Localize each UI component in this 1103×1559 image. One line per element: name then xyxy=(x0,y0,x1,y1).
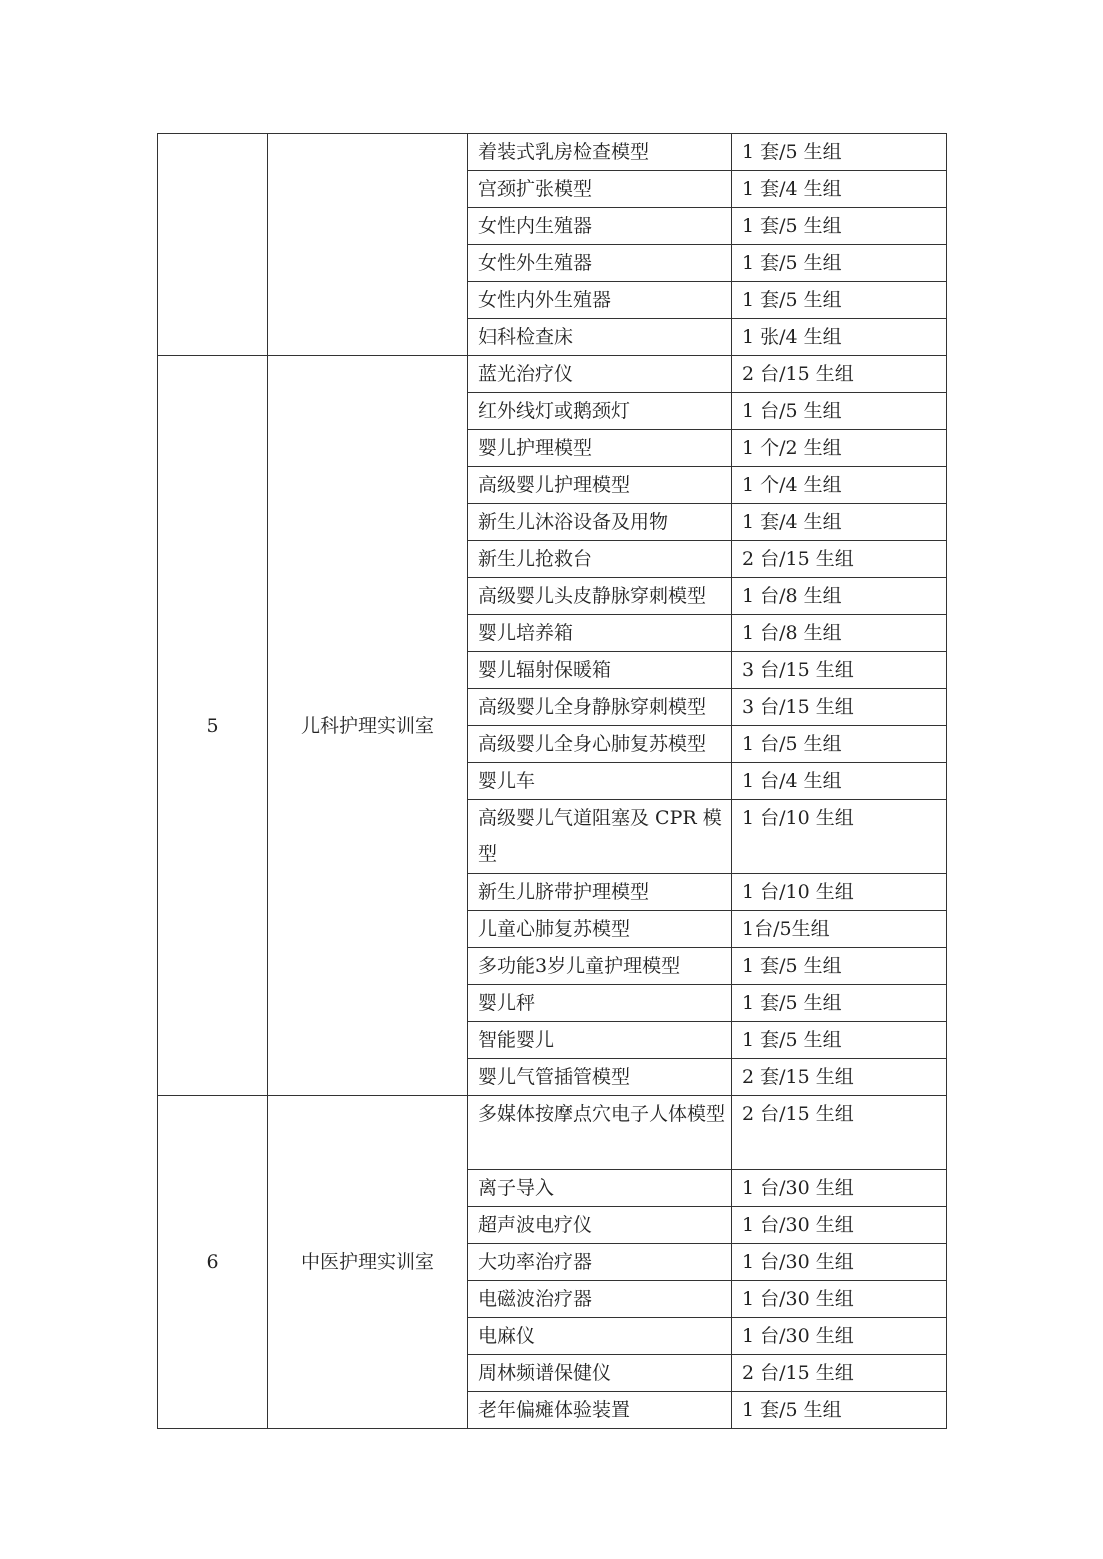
equipment-name-cell: 智能婴儿 xyxy=(468,1022,732,1059)
room-number-cell xyxy=(158,134,268,356)
equipment-name-cell: 儿童心肺复苏模型 xyxy=(468,911,732,948)
equipment-quantity-cell: 1台/5生组 xyxy=(732,911,947,948)
equipment-quantity-cell: 1 台/30 生组 xyxy=(732,1170,947,1207)
equipment-name-cell: 新生儿抢救台 xyxy=(468,541,732,578)
equipment-name-cell: 周林频谱保健仪 xyxy=(468,1355,732,1392)
room-name-cell xyxy=(268,134,468,356)
equipment-quantity-cell: 3 台/15 生组 xyxy=(732,689,947,726)
equipment-quantity-cell: 3 台/15 生组 xyxy=(732,652,947,689)
equipment-quantity-cell: 1 张/4 生组 xyxy=(732,319,947,356)
equipment-quantity-cell: 1 台/10 生组 xyxy=(732,874,947,911)
equipment-quantity-cell: 1 个/2 生组 xyxy=(732,430,947,467)
equipment-quantity-cell: 1 个/4 生组 xyxy=(732,467,947,504)
equipment-name-cell: 新生儿沐浴设备及用物 xyxy=(468,504,732,541)
equipment-quantity-cell: 2 套/15 生组 xyxy=(732,1059,947,1096)
equipment-name-cell: 高级婴儿全身静脉穿刺模型 xyxy=(468,689,732,726)
equipment-name-cell: 蓝光治疗仪 xyxy=(468,356,732,393)
equipment-quantity-cell: 1 台/4 生组 xyxy=(732,763,947,800)
equipment-quantity-cell: 1 台/30 生组 xyxy=(732,1207,947,1244)
equipment-name-cell: 婴儿秤 xyxy=(468,985,732,1022)
equipment-quantity-cell: 1 套/4 生组 xyxy=(732,171,947,208)
equipment-name-cell: 电磁波治疗器 xyxy=(468,1281,732,1318)
equipment-name-cell: 电麻仪 xyxy=(468,1318,732,1355)
equipment-name-cell: 妇科检查床 xyxy=(468,319,732,356)
equipment-quantity-cell: 1 台/8 生组 xyxy=(732,615,947,652)
equipment-quantity-cell: 1 套/5 生组 xyxy=(732,134,947,171)
equipment-quantity-cell: 1 套/5 生组 xyxy=(732,1392,947,1429)
equipment-quantity-cell: 1 套/5 生组 xyxy=(732,245,947,282)
equipment-name-cell: 婴儿气管插管模型 xyxy=(468,1059,732,1096)
room-number-cell: 6 xyxy=(158,1096,268,1429)
room-name-cell: 中医护理实训室 xyxy=(268,1096,468,1429)
equipment-name-cell: 高级婴儿护理模型 xyxy=(468,467,732,504)
equipment-name-cell: 大功率治疗器 xyxy=(468,1244,732,1281)
equipment-name-cell: 婴儿车 xyxy=(468,763,732,800)
equipment-name-cell: 宫颈扩张模型 xyxy=(468,171,732,208)
table-row xyxy=(158,134,947,171)
table-row xyxy=(158,356,947,393)
equipment-name-cell: 多功能3岁儿童护理模型 xyxy=(468,948,732,985)
equipment-name-cell: 婴儿培养箱 xyxy=(468,615,732,652)
equipment-quantity-cell: 1 套/5 生组 xyxy=(732,208,947,245)
equipment-quantity-cell: 1 套/5 生组 xyxy=(732,282,947,319)
table-row xyxy=(158,1096,947,1170)
equipment-name-cell: 新生儿脐带护理模型 xyxy=(468,874,732,911)
equipment-quantity-cell: 1 台/30 生组 xyxy=(732,1281,947,1318)
equipment-table xyxy=(157,133,947,1429)
equipment-quantity-cell: 1 套/4 生组 xyxy=(732,504,947,541)
equipment-name-cell: 高级婴儿全身心肺复苏模型 xyxy=(468,726,732,763)
equipment-name-cell: 超声波电疗仪 xyxy=(468,1207,732,1244)
equipment-quantity-cell: 1 台/5 生组 xyxy=(732,393,947,430)
equipment-name-cell: 女性内外生殖器 xyxy=(468,282,732,319)
equipment-name-cell: 高级婴儿气道阻塞及 CPR 模型 xyxy=(468,800,732,874)
equipment-quantity-cell: 2 台/15 生组 xyxy=(732,356,947,393)
equipment-name-cell: 老年偏瘫体验装置 xyxy=(468,1392,732,1429)
equipment-quantity-cell: 1 台/10 生组 xyxy=(732,800,947,874)
equipment-name-cell: 婴儿护理模型 xyxy=(468,430,732,467)
equipment-table-body xyxy=(158,134,947,1429)
equipment-name-cell: 高级婴儿头皮静脉穿刺模型 xyxy=(468,578,732,615)
equipment-name-cell: 婴儿辐射保暖箱 xyxy=(468,652,732,689)
equipment-quantity-cell: 1 台/5 生组 xyxy=(732,726,947,763)
equipment-quantity-cell: 1 台/30 生组 xyxy=(732,1244,947,1281)
equipment-name-cell: 女性内生殖器 xyxy=(468,208,732,245)
equipment-quantity-cell: 2 台/15 生组 xyxy=(732,541,947,578)
equipment-quantity-cell: 2 台/15 生组 xyxy=(732,1096,947,1170)
equipment-quantity-cell: 1 套/5 生组 xyxy=(732,1022,947,1059)
equipment-name-cell: 红外线灯或鹅颈灯 xyxy=(468,393,732,430)
equipment-name-cell: 着装式乳房检查模型 xyxy=(468,134,732,171)
equipment-name-cell: 女性外生殖器 xyxy=(468,245,732,282)
room-name-cell: 儿科护理实训室 xyxy=(268,356,468,1096)
equipment-quantity-cell: 1 套/5 生组 xyxy=(732,948,947,985)
room-number-cell: 5 xyxy=(158,356,268,1096)
equipment-name-cell: 多媒体按摩点穴电子人体模型 xyxy=(468,1096,732,1170)
equipment-name-cell: 离子导入 xyxy=(468,1170,732,1207)
equipment-quantity-cell: 2 台/15 生组 xyxy=(732,1355,947,1392)
equipment-quantity-cell: 1 套/5 生组 xyxy=(732,985,947,1022)
equipment-quantity-cell: 1 台/30 生组 xyxy=(732,1318,947,1355)
equipment-quantity-cell: 1 台/8 生组 xyxy=(732,578,947,615)
